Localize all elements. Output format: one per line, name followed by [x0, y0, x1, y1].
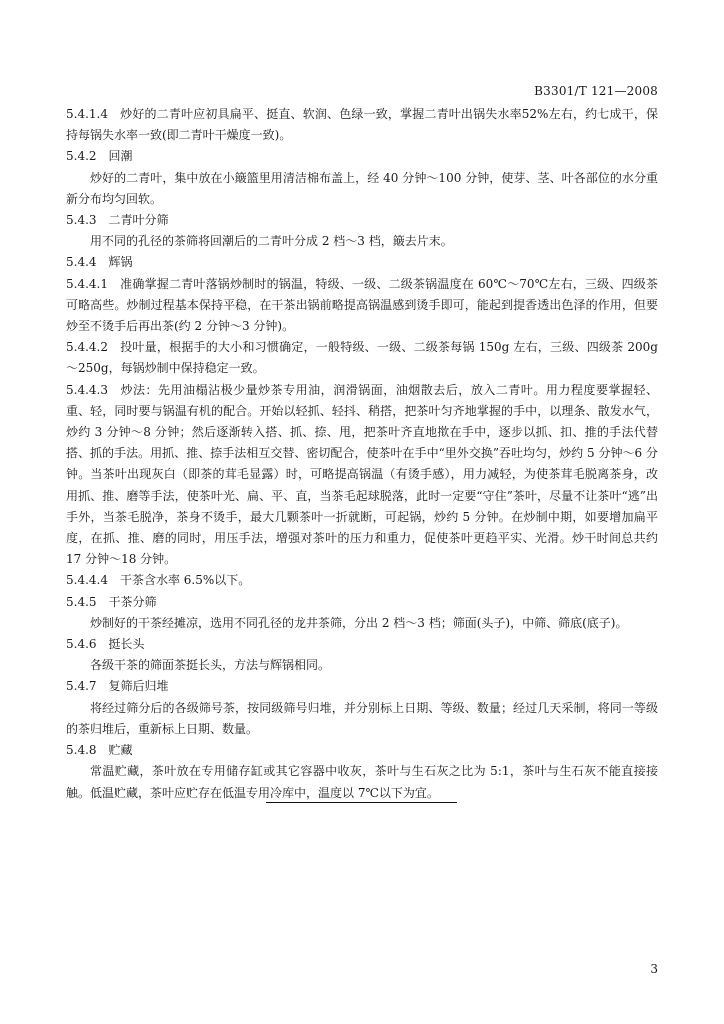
heading-title: 复筛后归堆: [108, 679, 169, 694]
paragraph-5-4-1-4: [66, 104, 658, 146]
paragraph-5-4-4-4: [66, 570, 658, 591]
heading-number: 5.4.4: [66, 255, 97, 270]
paragraph-5-4-7-body: 将经过筛分后的各级筛号茶，按同级筛号归堆，并分别标上日期、等级、数量；经过几天采制，将同一等级的茶归堆后，重新标上日期、数量。: [66, 700, 658, 736]
heading-number: 5.4.7: [66, 679, 97, 694]
heading-number: 5.4.6: [66, 637, 97, 652]
clause-number: 5.4.4.2: [66, 340, 108, 355]
end-divider: [266, 802, 457, 803]
paragraph-5-4-8-body: 常温贮藏，茶叶放在专用储存缸或其它容器中收灰，茶叶与生石灰之比为 5:1，茶叶与生石灰不能直接接触。低温贮藏，茶叶应贮存在低温专用冷库中，温度以 7℃以下为宜。: [66, 764, 658, 800]
clause-text: 炒法：先用油榻沾极少量炒茶专用油，润滑锅面，油烟散去后，放入二青叶。用力程度要掌握轻、重、轻，同时要与锅温有机的配合。开始以轻抓、轻抖、稍搭，把茶叶匀齐地掌握的手中，以理条、散发水气，炒约 3 分钟～8 分钟；然后逐渐转入搭、抓、捺、甩，把茶叶齐直地揿在手中，逐步以抓、扣、推的手法代替搭、抓的手法。用抓、推、捺手法相互交替、密切配合，使茶叶在手中“里外交换”吞吐均匀，炒约 5 分钟～6 分钟。当茶叶出现灰白（即茶的茸毛显露）时，可略提高锅温（有烫手感），用力减轻，为使茶茸毛脱离茶身，改用抓、推、磨等手法，使茶叶光、扁、平、直，当茶毛起球脱落，此时一定要“守住”茶叶，尽量不让茶叶“逃”出手外，当茶毛脱净，茶身不烫手，最大几颗茶叶一折就断，可起锅，炒约 5 分钟。在炒制中期，如要增加扁平度，在抓、推、磨的同时，用压手法，增强对茶叶的压力和重力，促使茶叶更趋平实、光滑。炒干时间总共约 17 分钟～18 分钟。: [66, 382, 658, 567]
heading-number: 5.4.3: [66, 213, 97, 228]
heading-5-4-3: [66, 210, 658, 231]
heading-number: 5.4.2: [66, 149, 97, 164]
heading-title: 干茶分筛: [108, 594, 157, 609]
clause-number: 5.4.4.4: [66, 573, 108, 588]
paragraph-5-4-3-body: 用不同的孔径的茶筛将回潮后的二青叶分成 2 档～3 档，簸去片末。: [90, 234, 453, 249]
heading-title: 贮藏: [108, 743, 133, 758]
standard-code: B3301/T 121—2008: [534, 84, 658, 98]
document-body: [66, 104, 658, 804]
paragraph-5-4-4-1: [66, 274, 658, 338]
clause-text: 准确掌握二青叶落锅炒制时的锅温，特级、一级、二级茶锅温度在 60℃～70℃左右，三级、四级茶可略高些。炒制过程基本保持平稳，在干茶出锅前略提高锅温感到烫手即可，能起到提香透出色泽的作用，但要炒至不烫手后再出茶(约 2 分钟～3 分钟)。: [66, 276, 658, 334]
clause-number: 5.4.4.1: [66, 276, 108, 291]
clause-text: 炒好的二青叶应初具扁平、挺直、软润、色绿一致，掌握二青叶出锅失水率52%左右，约七成干，保持每锅失水率一致(即二青叶干燥度一致)。: [66, 107, 658, 143]
paragraph-5-4-2-body: 炒好的二青叶，集中放在小簸篮里用清洁棉布盖上，经 40 分钟～100 分钟，使芽、茎、叶各部位的水分重新分布均匀回软。: [66, 170, 658, 206]
heading-title: 挺长头: [108, 637, 145, 652]
heading-5-4-6: [66, 634, 658, 655]
heading-title: 辉锅: [108, 255, 133, 270]
heading-5-4-4: [66, 252, 658, 273]
paragraph-5-4-5-body: 炒制好的干茶经摊凉，选用不同孔径的龙井茶筛，分出 2 档～3 档；筛面(头子)，中筛、筛底(底子)。: [90, 615, 628, 630]
heading-5-4-2: [66, 146, 658, 167]
heading-title: 回潮: [108, 149, 133, 164]
paragraph-5-4-6-body: 各级干茶的筛面茶挺长头，方法与辉锅相同。: [90, 658, 331, 673]
heading-5-4-5: [66, 592, 658, 613]
heading-5-4-8: [66, 740, 658, 761]
clause-number: 5.4.4.3: [66, 382, 108, 397]
page-number: 3: [650, 962, 658, 976]
paragraph-5-4-4-3: [66, 380, 658, 571]
heading-title: 二青叶分筛: [108, 213, 169, 228]
heading-number: 5.4.8: [66, 743, 97, 758]
heading-5-4-7: [66, 676, 658, 697]
paragraph-5-4-4-2: [66, 337, 658, 379]
clause-text: 投叶量，根据手的大小和习惯确定，一般特级、一级、二级茶每锅 150g 左右，三级、四级茶 200g～250g，每锅炒制中保持稳定一致。: [66, 340, 658, 376]
heading-number: 5.4.5: [66, 594, 97, 609]
clause-number: 5.4.1.4: [66, 107, 108, 121]
clause-text: 干茶含水率 6.5%以下。: [119, 573, 251, 588]
